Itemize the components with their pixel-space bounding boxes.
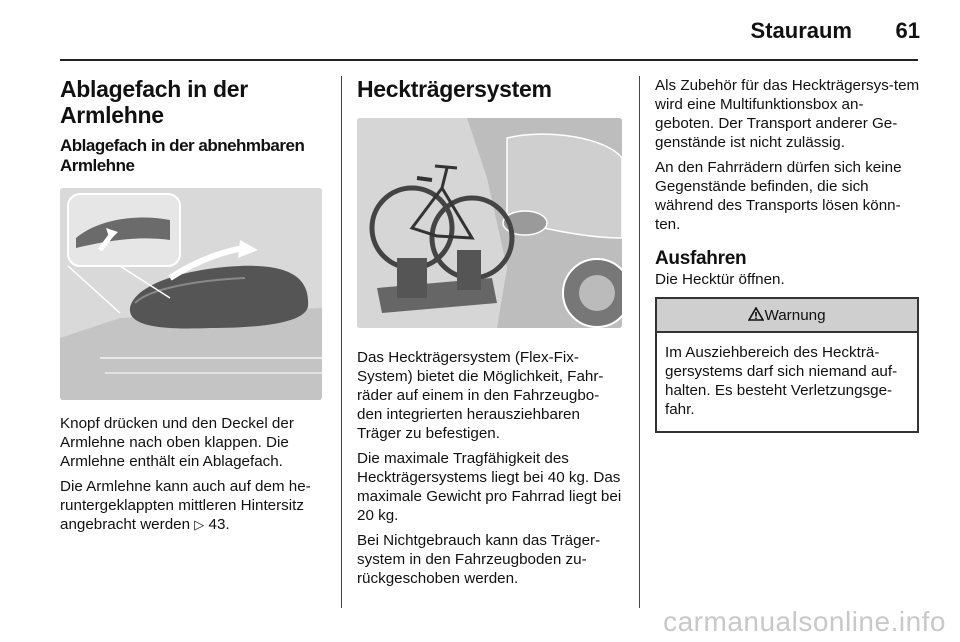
paragraph-retract-carrier: Bei Nichtgebrauch kann das Träger-system in den Fahrzeugboden zu-rückgeschoben werden. xyxy=(357,532,601,587)
heading-armrest-compartment: Ablagefach in der Armlehne xyxy=(60,76,248,128)
column-1 xyxy=(60,76,325,540)
warning-box xyxy=(655,297,919,433)
reference-arrow-icon: ▷ xyxy=(194,517,205,532)
watermark: carmanualsonline.info xyxy=(663,606,946,637)
armrest-illustration xyxy=(60,188,322,400)
paragraph-loose-items: An den Fahrrädern dürfen sich keine Gegenstände befinden, die sich während des Transports lösen könn-ten. xyxy=(655,159,902,233)
warning-text: Im Ausziehbereich des Heckträ-gersystems darf sich niemand auf-halten. Es besteht Verletzungsge-fahr. xyxy=(665,344,898,418)
column-3 xyxy=(655,76,920,433)
header-divider xyxy=(60,59,918,61)
warning-triangle-icon xyxy=(748,307,764,321)
bike-carrier-illustration xyxy=(357,118,622,328)
column-2 xyxy=(357,76,622,594)
warning-header xyxy=(657,299,917,333)
paragraph-open-armrest: Knopf drücken und den Deckel der Armlehne nach oben klappen. Die Armlehne enthält ein Ablagefach. xyxy=(60,415,294,470)
heading-rear-carrier: Heckträgersystem xyxy=(357,76,552,102)
paragraph-armrest-mounting-text: Die Armlehne kann auch auf dem he-runtergeklappten mittleren Hintersitz angebracht werden xyxy=(60,478,311,533)
subheading-removable-armrest: Ablagefach in der abnehmbaren Armlehne xyxy=(60,136,305,175)
page-number: 61 xyxy=(895,18,920,43)
warning-title: Warnung xyxy=(764,307,826,324)
warning-body xyxy=(657,333,917,431)
section-title: Stauraum xyxy=(750,18,852,43)
subheading-extend: Ausfahren xyxy=(655,248,747,269)
paragraph-open-tailgate: Die Hecktür öffnen. xyxy=(655,271,785,288)
paragraph-load-capacity: Die maximale Tragfähigkeit des Heckträgersystems liegt bei 40 kg. Das maximale Gewicht pro Fahrrad liegt bei 20 kg. xyxy=(357,450,622,524)
page-reference[interactable]: 43. xyxy=(208,516,230,533)
paragraph-armrest-mounting xyxy=(60,477,325,534)
column-divider-2 xyxy=(639,76,640,608)
column-divider-1 xyxy=(341,76,342,608)
paragraph-carrier-intro: Das Heckträgersystem (Flex-Fix-System) bietet die Möglichkeit, Fahr-räder auf einem in den Fahrzeugbo-den integrierten herausziehbaren Träger zu befestigen. xyxy=(357,349,604,442)
paragraph-multifunction-box: Als Zubehör für das Heckträgersys-tem wird eine Multifunktionsbox an-geboten. Der Transport anderer Ge-genstände ist nicht zulässig. xyxy=(655,77,920,151)
